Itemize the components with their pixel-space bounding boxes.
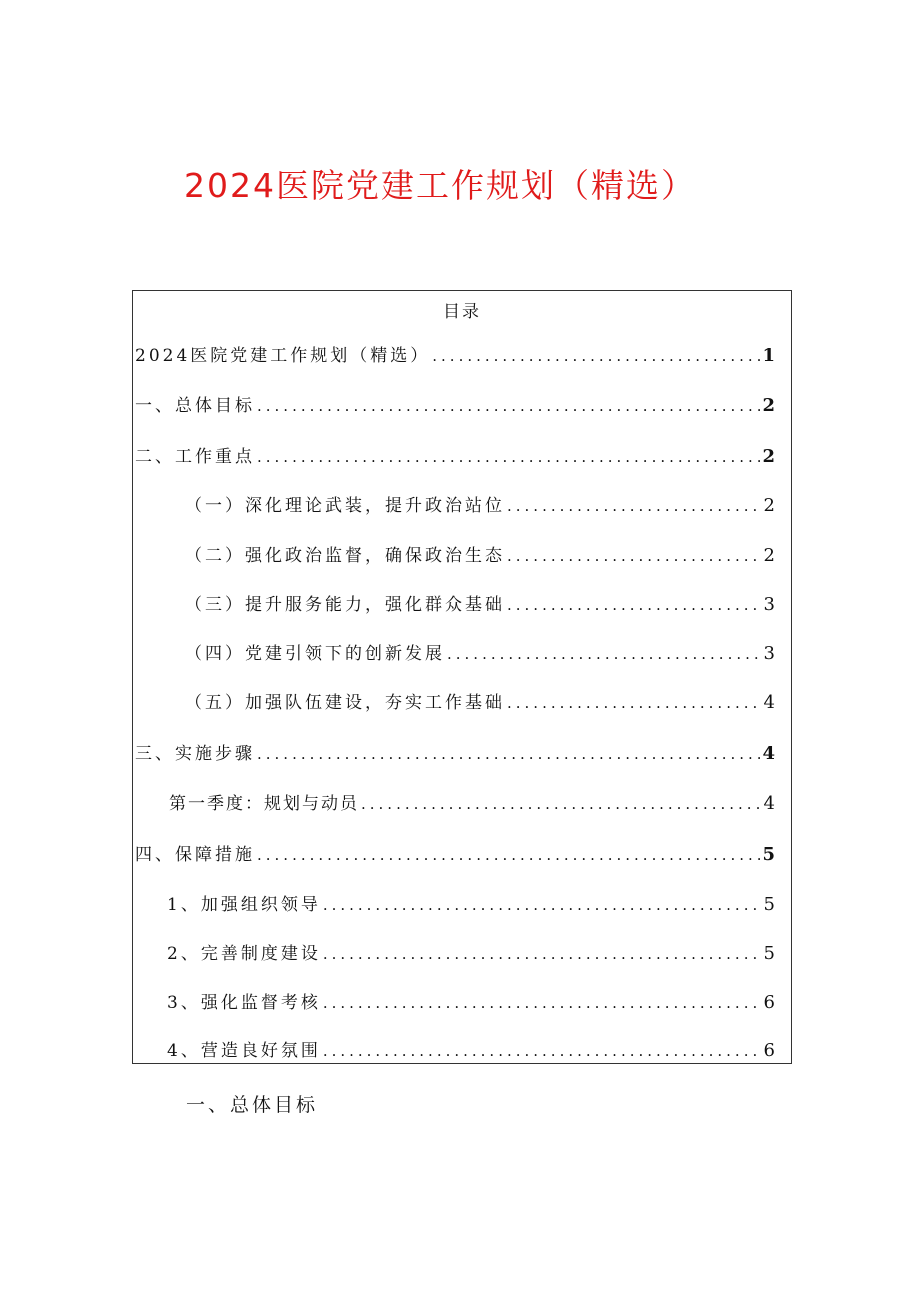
toc-entry-label: 一、总体目标 (135, 396, 255, 416)
toc-leader-dots (447, 641, 761, 667)
toc-entry-measure-4[interactable] (167, 1039, 775, 1063)
toc-leader-dots (432, 343, 760, 369)
toc-entry-work-focus[interactable] (135, 444, 775, 470)
toc-entry-page: 2 (762, 395, 775, 416)
toc-entry-label: （五）加强队伍建设，夯实工作基础 (185, 693, 505, 713)
toc-entry-focus-4[interactable] (185, 641, 775, 667)
toc-entry-page: 4 (763, 692, 775, 713)
toc-heading: 目录 (443, 302, 481, 322)
toc-entry-page: 5 (762, 844, 775, 865)
toc-entry-overall-goals[interactable] (135, 393, 775, 419)
table-of-contents (132, 290, 792, 1064)
toc-leader-dots (323, 1039, 761, 1063)
toc-entry-label: 4、营造良好氛围 (167, 1041, 321, 1061)
toc-entry-page: 2 (763, 495, 775, 516)
toc-entry-label: 1、加强组织领导 (167, 895, 321, 915)
toc-entry-page: 3 (763, 594, 775, 615)
toc-entry-label: 四、保障措施 (135, 845, 255, 865)
toc-entry-label: 2024医院党建工作规划（精选） (135, 346, 431, 366)
toc-entry-page: 5 (763, 943, 775, 964)
toc-entry-label: （三）提升服务能力，强化群众基础 (185, 595, 505, 615)
toc-entry-page: 4 (763, 793, 775, 814)
toc-entry-focus-1[interactable] (185, 493, 775, 519)
toc-entry-label: （四）党建引领下的创新发展 (185, 644, 445, 664)
toc-leader-dots (323, 941, 761, 967)
toc-entry-label: 三、实施步骤 (135, 744, 255, 764)
toc-entry-label: 第一季度：规划与动员 (169, 794, 359, 814)
toc-leader-dots (257, 393, 760, 419)
section-heading-overall-goals: 一、总体目标 (186, 1094, 319, 1116)
toc-entry-page: 6 (763, 992, 775, 1013)
toc-leader-dots (257, 741, 760, 767)
toc-entry-document-title[interactable] (135, 343, 775, 369)
toc-entry-label: （一）深化理论武装，提升政治站位 (185, 496, 505, 516)
toc-entry-label: （二）强化政治监督，确保政治生态 (185, 546, 505, 566)
toc-leader-dots (507, 690, 761, 716)
toc-entry-measure-1[interactable] (167, 892, 775, 918)
toc-entry-label: 3、强化监督考核 (167, 993, 321, 1013)
toc-entry-page: 5 (763, 894, 775, 915)
toc-entry-page: 6 (763, 1040, 775, 1061)
toc-leader-dots (257, 842, 760, 868)
toc-entry-focus-5[interactable] (185, 690, 775, 716)
toc-leader-dots (361, 791, 761, 817)
toc-entry-label: 二、工作重点 (135, 447, 255, 467)
toc-leader-dots (257, 444, 760, 470)
toc-leader-dots (507, 543, 761, 569)
toc-entry-focus-2[interactable] (185, 543, 775, 569)
toc-entry-first-quarter[interactable] (169, 791, 775, 817)
toc-entry-page: 2 (762, 446, 775, 467)
toc-entry-label: 2、完善制度建设 (167, 944, 321, 964)
toc-leader-dots (323, 892, 761, 918)
toc-entry-page: 3 (763, 643, 775, 664)
toc-leader-dots (323, 990, 761, 1016)
document-title: 2024医院党建工作规划（精选） (184, 166, 696, 206)
toc-leader-dots (507, 592, 761, 618)
toc-entry-measure-2[interactable] (167, 941, 775, 967)
toc-entry-page: 2 (763, 545, 775, 566)
toc-entry-implementation-steps[interactable] (135, 741, 775, 767)
toc-entry-page: 4 (762, 743, 775, 764)
toc-entry-page: 1 (762, 345, 775, 366)
toc-entry-safeguards[interactable] (135, 842, 775, 868)
toc-leader-dots (507, 493, 761, 519)
toc-entry-focus-3[interactable] (185, 592, 775, 618)
toc-entry-measure-3[interactable] (167, 990, 775, 1016)
